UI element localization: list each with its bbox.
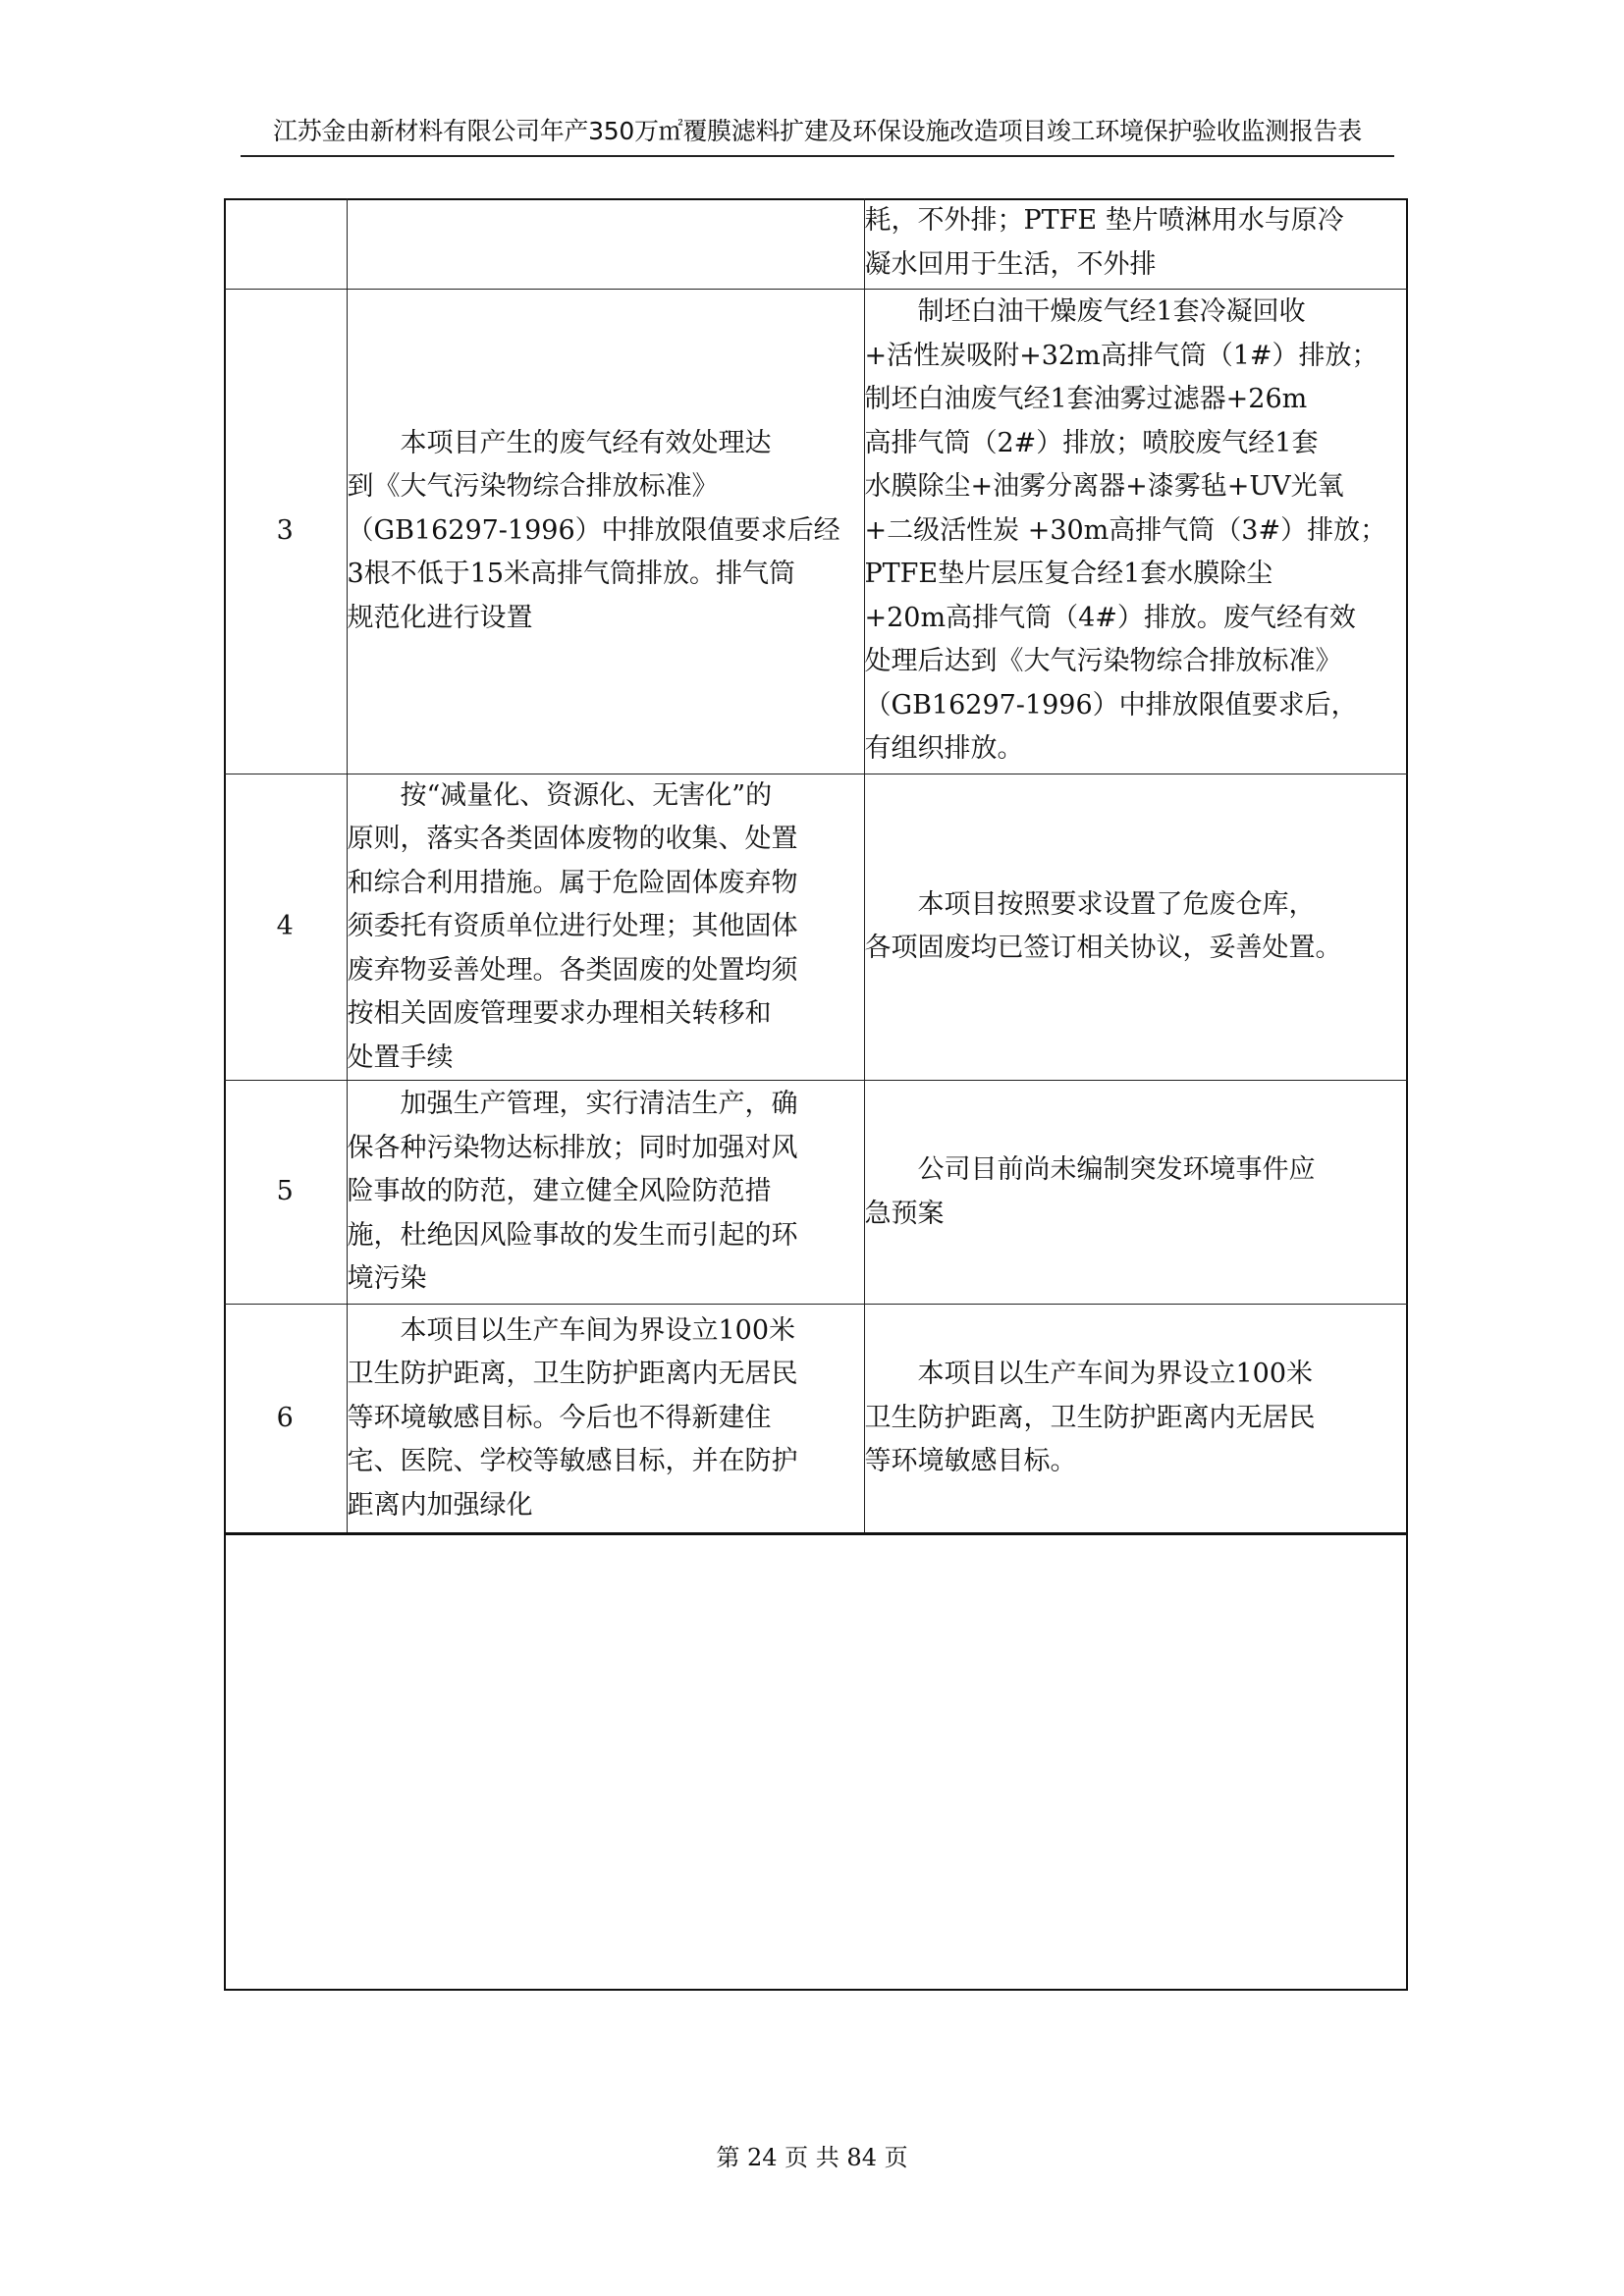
- implementation-cell: 耗，不外排；PTFE 垫片喷淋用水与原冷 凝水回用于生活，不外排: [864, 198, 1408, 289]
- row-number: 3: [224, 289, 347, 774]
- row-number: 4: [224, 774, 347, 1081]
- row-number: [224, 198, 347, 289]
- acceptance-table: [224, 198, 1408, 1535]
- requirement-cell: [347, 198, 864, 289]
- requirement-cell: 本项目以生产车间为界设立100米 卫生防护距离，卫生防护距离内无居民 等环境敏感目标。今后也不得新建住 宅、医院、学校等敏感目标，并在防护 距离内加强绿化: [347, 1305, 864, 1534]
- table-row: [224, 289, 1408, 774]
- implementation-cell: 本项目以生产车间为界设立100米 卫生防护距离，卫生防护距离内无居民 等环境敏感目标。: [864, 1305, 1408, 1534]
- implementation-cell: 公司目前尚未编制突发环境事件应 急预案: [864, 1081, 1408, 1305]
- requirement-cell: 加强生产管理，实行清洁生产，确 保各种污染物达标排放；同时加强对风 险事故的防范，建立健全风险防范措 施，杜绝因风险事故的发生而引起的环 境污染: [347, 1081, 864, 1305]
- table-row: [224, 774, 1408, 1081]
- table-row: [224, 1305, 1408, 1534]
- requirement-cell: 按“减量化、资源化、无害化”的 原则，落实各类固体废物的收集、处置 和综合利用措施。属于危险固体废弃物 须委托有资质单位进行处理；其他固体 废弃物妥善处理。各类固废的处置均须 按相关固废管理要求办理相关转移和 处置手续: [347, 774, 864, 1081]
- implementation-cell: 本项目按照要求设置了危废仓库， 各项固废均已签订相关协议，妥善处置。: [864, 774, 1408, 1081]
- requirement-cell: 本项目产生的废气经有效处理达 到《大气污染物综合排放标准》 （GB16297-1996）中排放限值要求后经 3根不低于15米高排气筒排放。排气筒 规范化进行设置: [347, 289, 864, 774]
- page-number: 第 24 页 共 84 页: [716, 2144, 908, 2171]
- row-number: 5: [224, 1081, 347, 1305]
- implementation-cell: 制坯白油干燥废气经1套冷凝回收 +活性炭吸附+32m高排气筒（1#）排放； 制坯白油废气经1套油雾过滤器+26m 高排气筒（2#）排放；喷胶废气经1套 水膜除尘+油雾分离器+漆雾毡+UV光氧 +二级活性炭 +30m高排气筒（3#）排放； PTFE垫片层压复合经1套水膜除尘 +20m高排气筒（4#）排放。废气经有效 处理后达到《大气污染物综合排放标准》 （GB16297-1996）中排放限值要求后， 有组织排放。: [864, 289, 1408, 774]
- table-row: [224, 198, 1408, 289]
- row-number: 6: [224, 1305, 347, 1534]
- table-row: [224, 1081, 1408, 1305]
- page-header: 江苏金由新材料有限公司年产350万㎡覆膜滤料扩建及环保设施改造项目竣工环境保护验收监测报告表: [241, 110, 1394, 157]
